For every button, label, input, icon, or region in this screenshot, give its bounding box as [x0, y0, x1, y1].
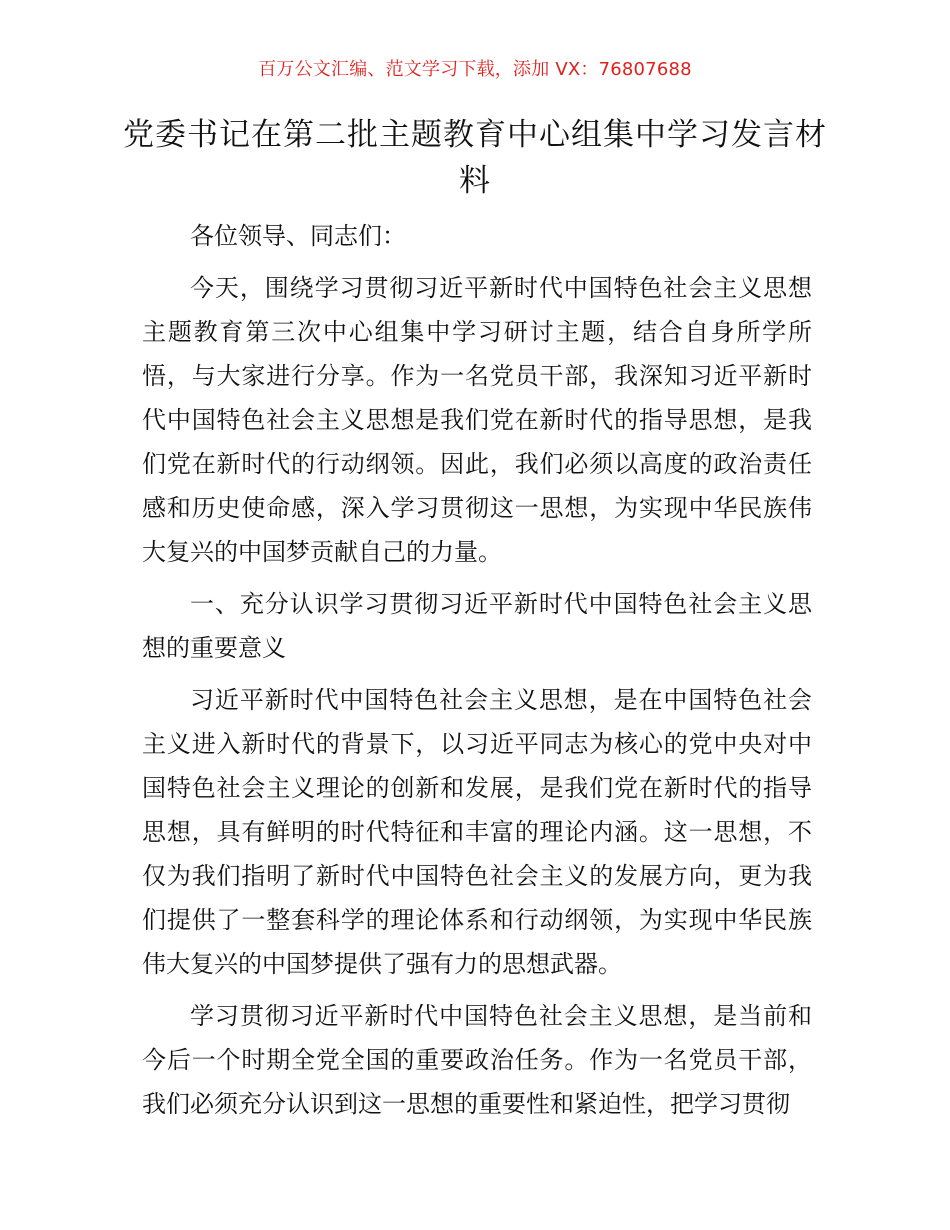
body-paragraph: 学习贯彻习近平新时代中国特色社会主义思想，是当前和今后一个时期全党全国的重要政治任务。作为一名党员干部，我们必须充分认识到这一思想的重要性和紧迫性，把学习贯彻 — [142, 1002, 812, 1118]
document-title: 党委书记在第二批主题教育中心组集中学习发言材料 — [123, 117, 827, 199]
document-body — [142, 214, 812, 1134]
section-heading-1: 一、充分认识学习贯彻习近平新时代中国特色社会主义思想的重要意义 — [142, 590, 812, 662]
header-promo-note: 百万公文汇编、范文学习下载，添加 VX：76807688 — [258, 59, 692, 80]
salutation-paragraph: 各位领导、同志们： — [190, 222, 406, 250]
intro-paragraph: 今天，围绕学习贯彻习近平新时代中国特色社会主义思想主题教育第三次中心组集中学习研讨主题，结合自身所学所悟，与大家进行分享。作为一名党员干部，我深知习近平新时代中国特色社会主义思想是我们党在新时代的指导思想，是我们党在新时代的行动纲领。因此，我们必须以高度的政治责任感和历史使命感，深入学习贯彻这一思想，为实现中华民族伟大复兴的中国梦贡献自己的力量。 — [142, 274, 812, 566]
body-paragraph: 习近平新时代中国特色社会主义思想，是在中国特色社会主义进入新时代的背景下，以习近平同志为核心的党中央对中国特色社会主义理论的创新和发展，是我们党在新时代的指导思想，具有鲜明的时代特征和丰富的理论内涵。这一思想，不仅为我们指明了新时代中国特色社会主义的发展方向，更为我们提供了一整套科学的理论体系和行动纲领，为实现中华民族伟大复兴的中国梦提供了强有力的思想武器。 — [142, 686, 812, 978]
